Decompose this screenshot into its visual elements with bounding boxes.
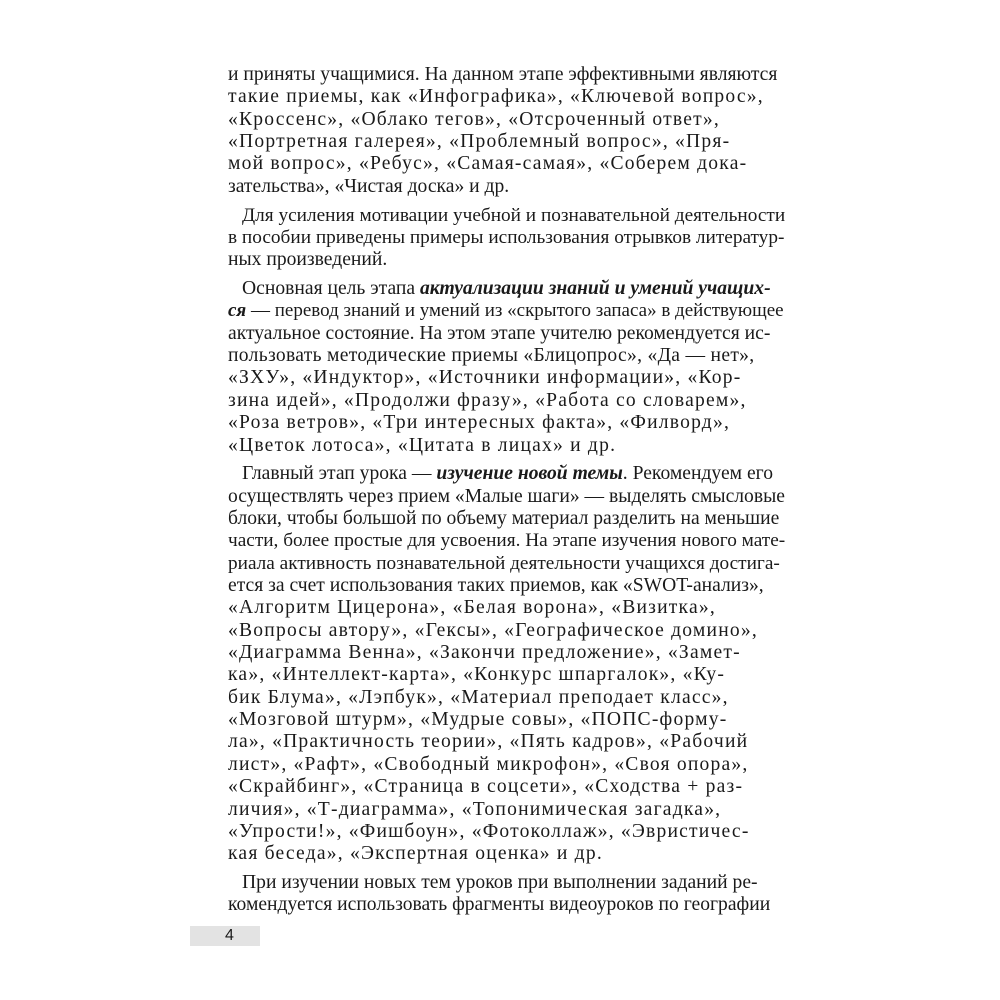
emphasis-actualization: актуализации знаний и умений учащих- [420, 278, 771, 300]
text-line: «Портретная галерея», «Проблемный вопрос», «Пря- [228, 131, 731, 153]
text-line: комендуется использовать фрагменты видеоуроков по географии [228, 894, 771, 916]
text-line: кая беседа», «Экспертная оценка» и др. [228, 843, 603, 865]
text-line: «Цветок лотоса», «Цитата в лицах» и др. [228, 434, 617, 456]
text-line: бик Блума», «Лэпбук», «Материал преподает класс», [228, 686, 729, 708]
text-line [228, 278, 788, 300]
emphasis-actualization-end: ся [228, 300, 247, 322]
text-line: такие приемы, как «Инфографика», «Ключевой вопрос», [228, 86, 764, 108]
text-line: ных произведений. [228, 249, 388, 271]
page-number: 4 [225, 927, 234, 944]
text-line: мой вопрос», «Ребус», «Самая-самая», «Соберем дока- [228, 153, 748, 175]
body-text [228, 64, 788, 917]
text-line: ла», «Практичность теории», «Пять кадров», «Рабочий [228, 731, 749, 753]
text-line: При изучении новых тем уроков при выполнении заданий ре- [242, 872, 758, 894]
paragraph-2 [228, 205, 788, 272]
text-line: «Упрости!», «Фишбоун», «Фотоколлаж», «Эвристичес- [228, 820, 750, 842]
text-line: Для усиления мотивации учебной и познавательной деятельности [242, 204, 786, 226]
text-line: осуществлять через прием «Малые шаги» — выделять смысловые [228, 485, 785, 507]
text-line: и приняты учащимися. На данном этапе эффективными являются [228, 64, 778, 85]
text-run: . Рекомендуем его [622, 463, 774, 485]
text-line: личия», «Т-диаграмма», «Топонимическая загадка», [228, 798, 722, 820]
text-line: в пособии приведены примеры использования отрывков литератур- [228, 226, 785, 248]
paragraph-4 [228, 463, 788, 865]
text-line: лист», «Рафт», «Свободный микрофон», «Своя опора», [228, 753, 749, 775]
text-line: пользовать методические приемы «Блицопрос», «Да — нет», [228, 345, 755, 367]
text-line: «Диаграмма Венна», «Закончи предложение», «Замет- [228, 642, 741, 664]
text-run: — перевод знаний и умений из «скрытого запаса» в действующее [246, 300, 784, 322]
paragraph-3 [228, 278, 788, 457]
paragraph-5 [228, 872, 788, 917]
text-line: «Скрайбинг», «Страница в соцсети», «Сходства + раз- [228, 776, 744, 798]
emphasis-new-topic: изучение новой темы [436, 463, 623, 485]
text-line: риала активность познавательной деятельности учащихся достига- [228, 552, 780, 574]
text-line [228, 463, 788, 485]
text-line: актуальное состояние. На этом этапе учителю рекомендуется ис- [228, 322, 771, 344]
text-line: ка», «Интеллект-карта», «Конкурс шпаргалок», «Ку- [228, 664, 726, 686]
page-number-box [190, 926, 260, 946]
text-line: «ЗХУ», «Индуктор», «Источники информации», «Кор- [228, 367, 742, 389]
text-line: «Алгоритм Цицерона», «Белая ворона», «Визитка», [228, 597, 716, 619]
text-run: Главный этап урока — [242, 463, 437, 485]
paragraph-1 [228, 64, 788, 198]
text-run: Основная цель этапа [242, 278, 420, 300]
text-line: «Роза ветров», «Три интересных факта», «Филворд», [228, 412, 731, 434]
text-line: зина идей», «Продолжи фразу», «Работа со словарем», [228, 389, 747, 411]
text-line: «Кроссенс», «Облако тегов», «Отсроченный ответ», [228, 108, 721, 130]
text-line: блоки, чтобы большой по объему материал разделить на меньшие [228, 508, 780, 530]
text-line [228, 300, 788, 322]
text-line: части, более простые для усвоения. На этапе изучения нового мате- [228, 530, 786, 552]
text-line: «Вопросы автору», «Гексы», «Географическое домино», [228, 619, 758, 641]
text-line: ется за счет использования таких приемов, как «SWOT-анализ», [228, 575, 764, 597]
text-line: «Мозговой штурм», «Мудрые совы», «ПОПС-форму- [228, 709, 728, 731]
text-line: зательства», «Чистая доска» и др. [228, 175, 510, 197]
